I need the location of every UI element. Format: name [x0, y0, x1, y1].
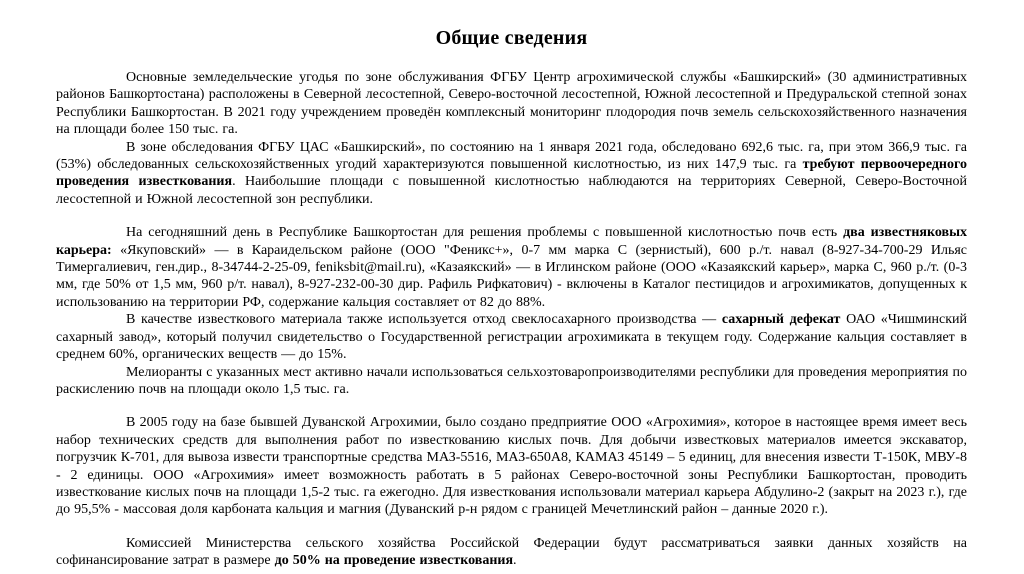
text-run: Основные земледельческие угодья по зоне обслуживания ФГБУ Центр агрохимической службы «Башкирский» (30 административных районов Башкортостана) расположены в Северной лесостепной, Северо-восточной лесостепной, Южной лесостепной и Предуральской степной зонах Республики Башкортостан. В 2021 году учреждением проведён комплексный мониторинг плодородия почв земель сельскохозяйственного назначения на площади более 150 тыс. га.	[56, 70, 967, 138]
paragraph	[56, 69, 967, 139]
text-run: В качестве известкового материала также используется отход свеклосахарного производства —	[126, 312, 722, 328]
paragraph	[56, 139, 967, 209]
document-title: Общие сведения	[435, 27, 588, 49]
text-run: .	[513, 553, 517, 569]
paragraph	[56, 414, 967, 518]
text-run: ОАО «Чишминский сахарный завод», который получил свидетельство о Государственной регистрации агрохимиката в текущем году. Содержание кальция составляет в среднем 60%, органических веществ — до 15%.	[56, 312, 967, 363]
bold-text-run: сахарный дефекат	[721, 312, 841, 328]
bold-text-run: два известняковых карьера:	[56, 225, 967, 258]
text-run: На сегодняшний день в Республике Башкортостан для решения проблемы с повышенной кислотностью почв есть	[126, 225, 844, 241]
text-run: Мелиоранты с указанных мест активно начали использоваться сельхозтоваропроизводителями республики для проведения мероприятия по раскислению почв на площади около 1,5 тыс. га.	[56, 364, 967, 397]
bold-text-run: требуют первоочередного проведения известкования	[56, 157, 968, 190]
paragraph	[56, 224, 967, 311]
text-run: В зоне обследования ФГБУ ЦАС «Башкирский», по состоянию на 1 января 2021 года, обследовано 692,6 тыс. га, при этом 366,9 тыс. га (53%) обследованных сельскохозяйственных угодий характеризуются повышенной кислотностью, из них 147,9 тыс. га	[56, 139, 967, 173]
document-body	[56, 69, 967, 570]
bold-text-run: до 50% на проведение известкования	[274, 553, 514, 569]
text-run: В 2005 году на базе бывшей Дуванской Агрохимии, было создано предприятие ООО «Агрохимия», которое в настоящее время имеет весь набор технических средств для выполнения работ по известкованию кислых почв. Для добычи известковых материалов имеется экскаватор, погрузчик К-701, для вывоза извести транспортные средства МАЗ-5516, МАЗ-650А8, КАМАЗ 45149 – 5 единиц, для внесения извести Т-150К, МВУ-8 - 2 единицы. ООО «Агрохимия» имеет возможность работать в 5 районах Северо-восточной зоны Республики Башкортостан, проводить известкование кислых почв на площади 1,5-2 тыс. га ежегодно. Для известкования использовали материал карьера Абдулино-2 (закрыт на 2023 г.), где до 95,5% - массовая доля карбоната кальция и магния (Дуванский р-н рядом с границей Мечетлинский район – данные 2020 г.).	[56, 415, 967, 518]
text-run: Комиссией Министерства сельского хозяйства Российской Федерации будут рассматриваться заявки данных хозяйств на софинансирование затрат в размере	[56, 535, 967, 569]
paragraph	[56, 364, 967, 399]
paragraph	[56, 535, 967, 570]
paragraph	[56, 311, 967, 363]
text-run: . Наибольшие площади с повышенной кислотностью наблюдаются на территориях Северной, Северо-Восточной лесостепной и Южной лесостепной зон республики.	[56, 174, 967, 207]
text-run: «Якуповский» — в Караидельском районе (ООО "Феникс+», 0-7 мм марка С (зернистый), 600 р./т. навал (8-927-34-700-29 Ильяс Тимергалиевич, ген.дир., 8-34744-2-25-09, feniksbit@mail.ru), «Казаякский» — в Иглинском районе (ООО «Казаякский карьер», марка С, 960 р./т. (0-3 мм, где 50% от 1,5 мм, 960 р/т. навал), 8-927-232-00-30 дир. Рафиль Рифкатович) - включены в Каталог пестицидов и агрохимикатов, допущенных к использованию на территории РФ, содержание кальция составляет от 82 до 88%.	[56, 242, 967, 310]
